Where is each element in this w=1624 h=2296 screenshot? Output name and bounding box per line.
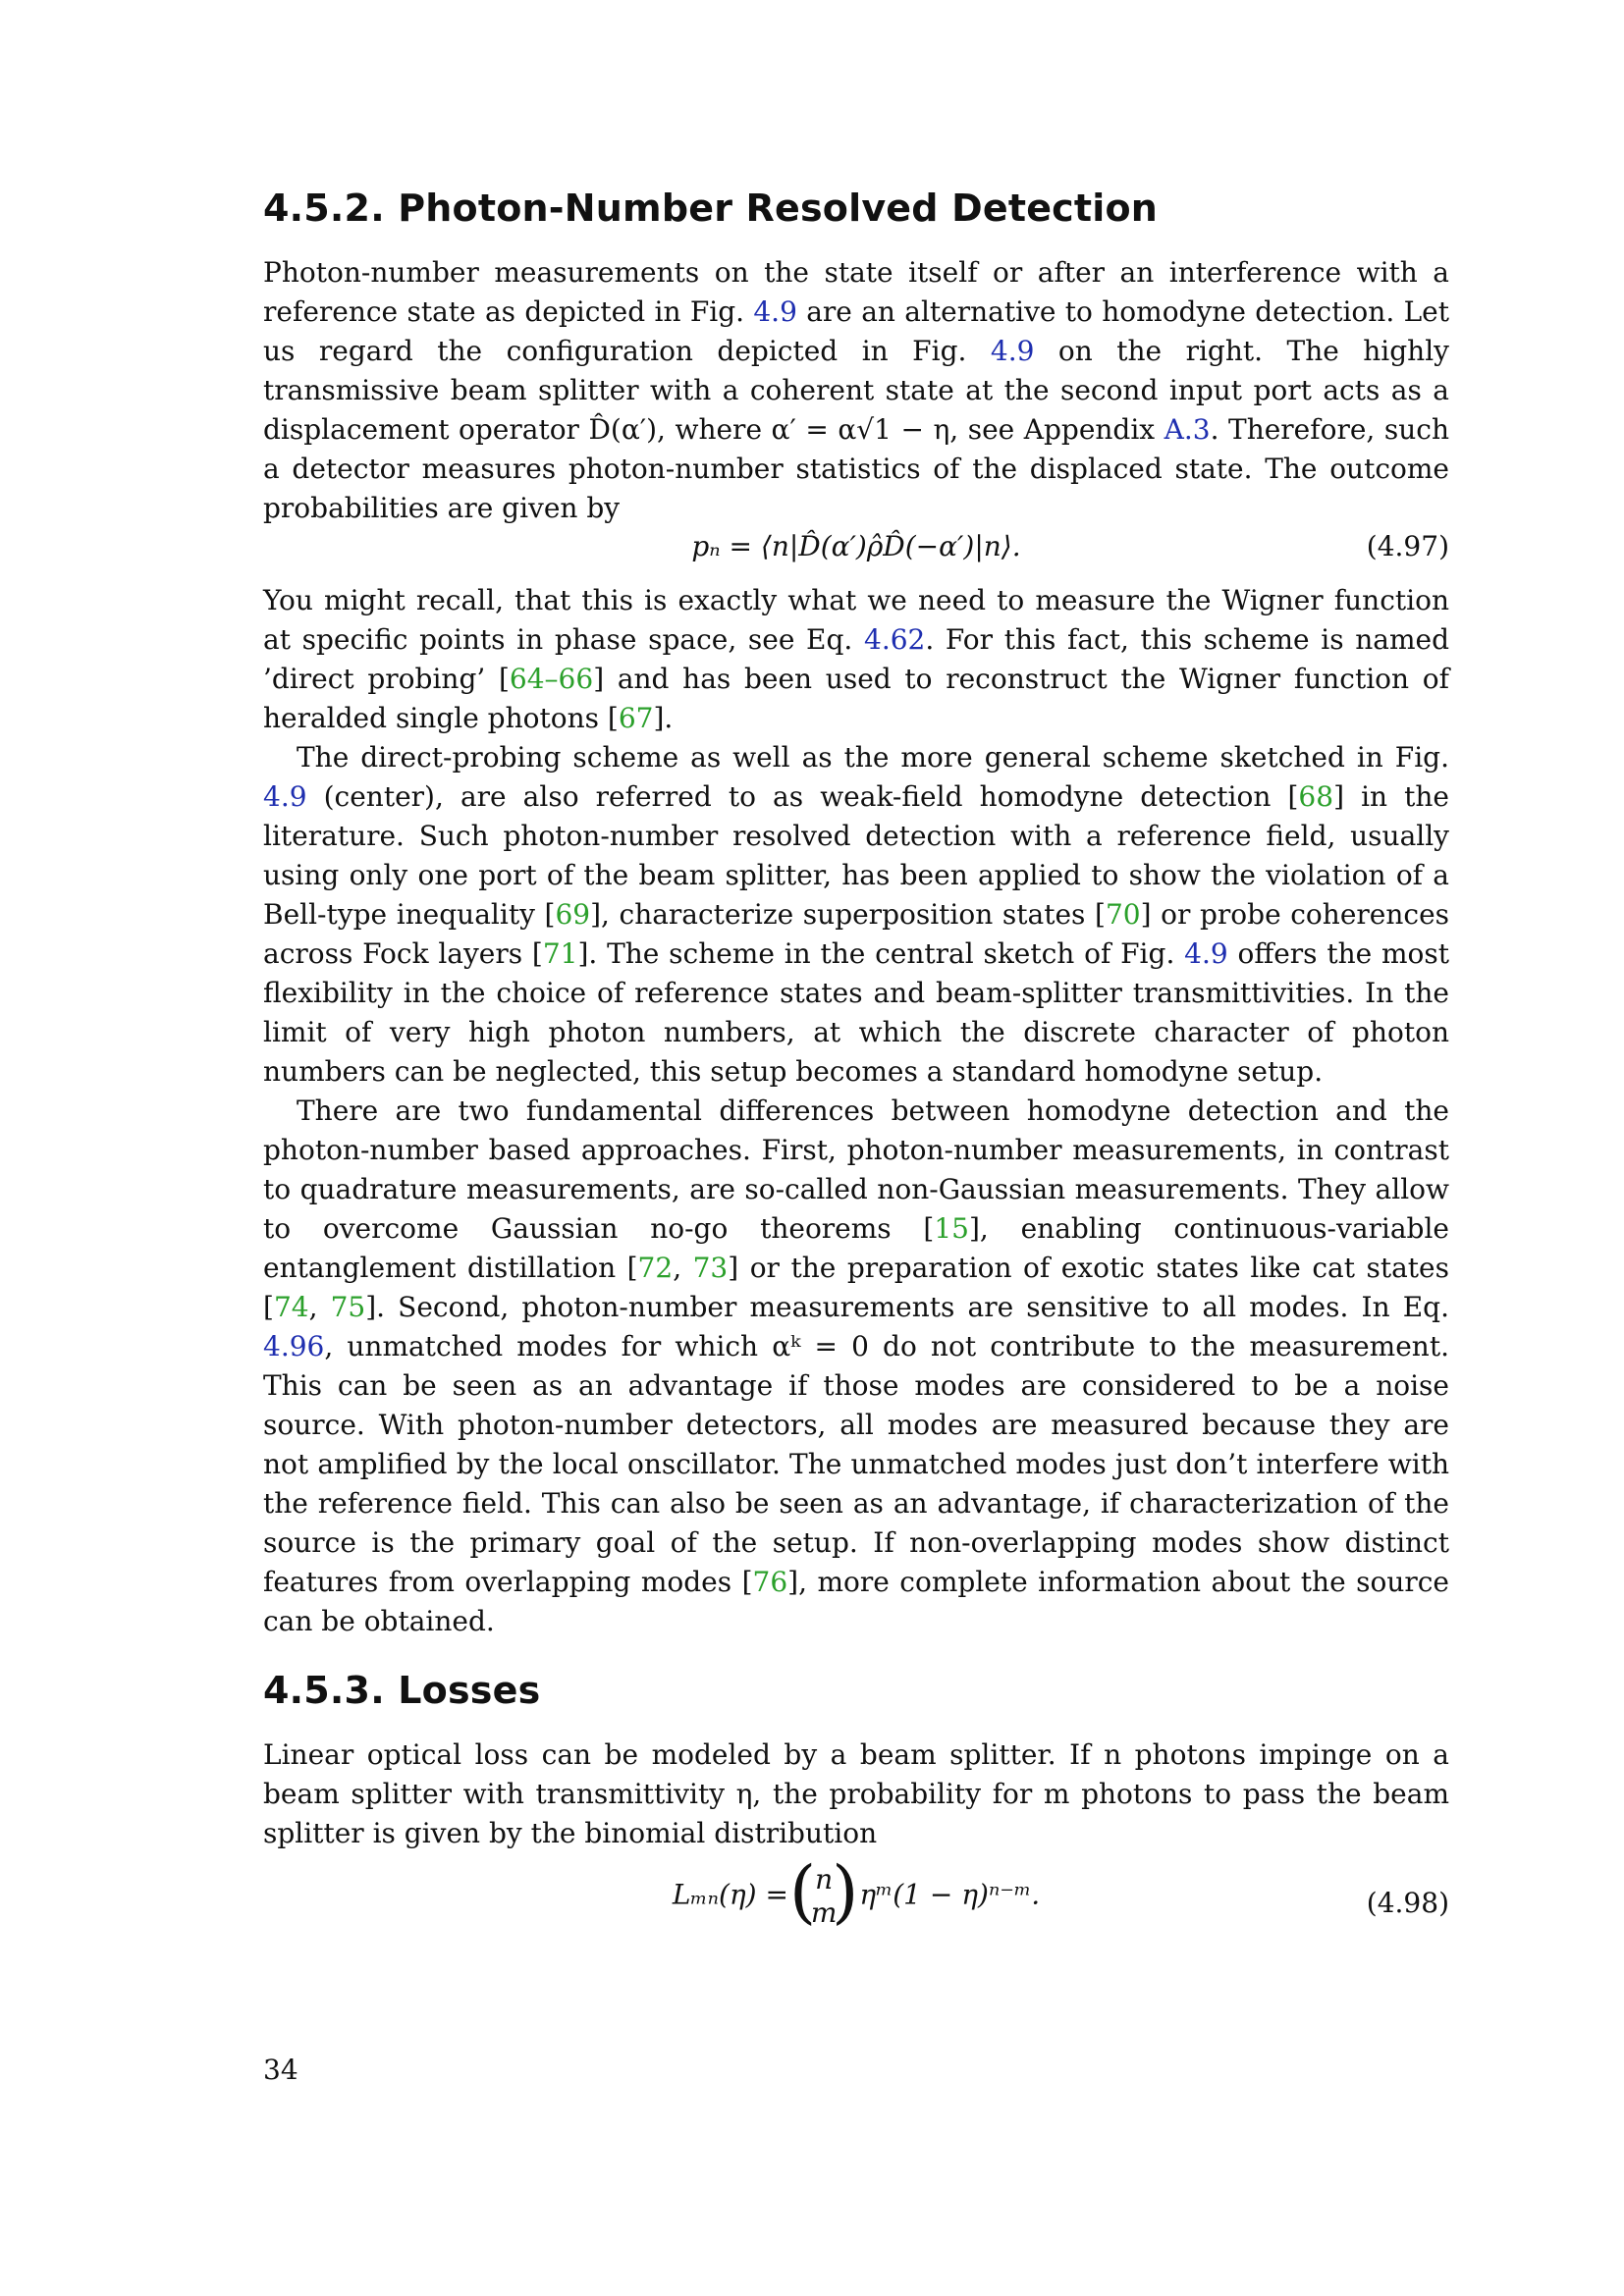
text-run: Photon-number measurements on the state itself or after an interference with a reference state as depicted in Fig. — [263, 256, 1449, 328]
section-4-5-3 — [263, 1669, 1449, 1712]
citation-link[interactable]: 70 — [1105, 898, 1141, 931]
citation-link[interactable]: 67 — [618, 702, 654, 734]
text-run: are an alternative to homodyne detection. Let us regard the configuration depicted in Fig. — [263, 295, 1449, 367]
equation-body — [263, 1851, 1449, 1932]
text-run: , — [308, 1291, 331, 1323]
section-heading: 4.5.2. Photon-Number Resolved Detection — [263, 187, 1159, 230]
text-run: (center), are also referred to as weak-field homodyne detection [ — [306, 780, 1299, 813]
section-4-5-2 — [263, 187, 1449, 230]
paragraph-2 — [263, 581, 1449, 738]
text-run: ], more complete information about the source can be obtained. — [263, 1566, 1450, 1637]
figure-link[interactable]: 4.9 — [263, 780, 307, 813]
citation-link[interactable]: 68 — [1298, 780, 1334, 813]
text-run: ] in the literature. Such photon-number resolved detection with a reference field, usually using only one port of the beam splitter, has been applied to show the violation of a Bell-type inequality [ — [263, 780, 1449, 931]
equation-number: (4.97) — [1366, 530, 1449, 562]
text-run: . Therefore, such a detector measures photon-number statistics of the displaced state. The outcome probabilities are given by — [263, 413, 1449, 524]
equation-4-98 — [263, 1851, 1449, 1951]
text-run: offers the most flexibility in the choice of reference states and beam-splitter transmittivities. In the limit of very high photon numbers, at which the discrete character of photon numbers can be neglected, this setup becomes a standard homodyne setup. — [263, 937, 1449, 1088]
text-run: There are two fundamental differences between homodyne detection and the photon-number based approaches. First, photon-number measurements, in contrast to quadrature measurements, are so-called non-Gaussian measurements. They allow to overcome Gaussian no-go theorems [ — [263, 1095, 1449, 1245]
citation-link[interactable]: 15 — [934, 1212, 969, 1245]
text-run: , unmatched modes for which αᵏ = 0 do not contribute to the measurement. This can be seen as an advantage if those modes are considered to be a noise source. With photon-number detectors, all modes are measured because they are not amplified by the local onscillator. The unmatched modes just don’t interfere with the reference field. This can also be seen as an advantage, if characterization of the source is the primary goal of the setup. If non-overlapping modes show distinct features from overlapping modes [ — [263, 1330, 1449, 1598]
equation-rhs: ηᵐ(1 − η)ⁿ⁻ᵐ. — [859, 1878, 1041, 1911]
text-run: , — [673, 1252, 693, 1284]
text-run: on the right. The highly transmissive beam splitter with a coherent state at the second input port acts as a displacement operator D̂(α′), where α′ = α√1 − η, see Appendix — [263, 335, 1449, 446]
paragraph-5 — [263, 1735, 1449, 1853]
text-run: ] or probe coherences across Fock layers [ — [263, 898, 1450, 970]
text-run: ] or the preparation of exotic states like cat states [ — [263, 1252, 1449, 1323]
paragraph-3 — [263, 738, 1449, 1092]
text-run: You might recall, that this is exactly what we need to measure the Wigner function at specific points in phase space, see Eq. — [263, 584, 1449, 656]
text-run: . For this fact, this scheme is named ’direct probing’ [ — [263, 623, 1450, 695]
citation-link[interactable]: 74 — [273, 1291, 309, 1323]
binomial-coefficient: ( n m ) — [788, 1851, 859, 1932]
paragraph-4 — [263, 1092, 1449, 1641]
equation-body: pₙ = ⟨n|D̂(α′)ρ̂D̂(−α′)|n⟩. — [691, 530, 1021, 562]
text-run: The direct-probing scheme as well as the more general scheme sketched in Fig. — [297, 741, 1449, 774]
binom-top: n — [815, 1863, 834, 1896]
text-run: ], characterize superposition states [ — [590, 898, 1106, 931]
text-run: ], enabling continuous-variable entanglement distillation [ — [263, 1212, 1449, 1284]
equation-lhs: Lₘₙ(η) = — [672, 1878, 788, 1911]
equation-4-97 — [263, 530, 1449, 573]
appendix-link[interactable]: A.3 — [1164, 413, 1211, 446]
equation-number: (4.98) — [1366, 1887, 1449, 1919]
figure-link[interactable]: 4.9 — [753, 295, 797, 328]
equation-link[interactable]: 4.96 — [263, 1330, 325, 1362]
page-number: 34 — [263, 2054, 298, 2086]
text-run: ]. Second, photon-number measurements are sensitive to all modes. In Eq. — [365, 1291, 1449, 1323]
section-heading: 4.5.3. Losses — [263, 1669, 541, 1712]
text-run: ]. The scheme in the central sketch of Fig. — [577, 937, 1185, 970]
citation-link[interactable]: 72 — [637, 1252, 674, 1284]
text-run: Linear optical loss can be modeled by a beam splitter. If n photons impinge on a beam splitter with transmittivity η, the probability for m photons to pass the beam splitter is given by the binomial distribution — [263, 1738, 1449, 1849]
citation-link[interactable]: 71 — [542, 937, 578, 970]
equation-link[interactable]: 4.62 — [864, 623, 926, 656]
text-run: ] and has been used to reconstruct the Wigner function of heralded single photons [ — [263, 663, 1450, 734]
citation-link[interactable]: 75 — [330, 1291, 366, 1323]
citation-link[interactable]: 73 — [692, 1252, 729, 1284]
citation-link[interactable]: 76 — [752, 1566, 788, 1598]
figure-link[interactable]: 4.9 — [1184, 937, 1228, 970]
citation-link[interactable]: 64–66 — [509, 663, 594, 695]
binom-bottom: m — [810, 1896, 838, 1929]
paragraph-1 — [263, 253, 1449, 528]
citation-link[interactable]: 69 — [555, 898, 591, 931]
text-run: ]. — [653, 702, 674, 734]
figure-link[interactable]: 4.9 — [990, 335, 1035, 367]
